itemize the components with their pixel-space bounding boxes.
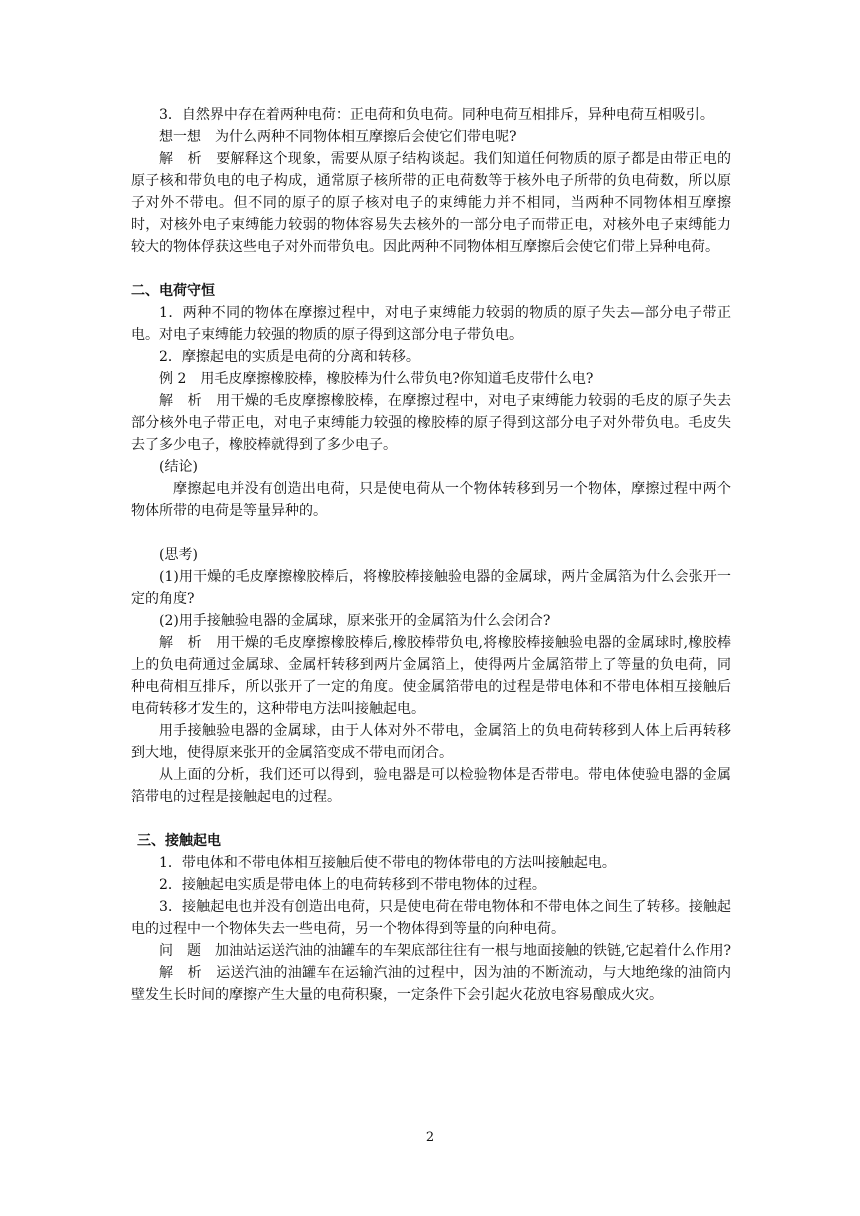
contact-item-2: 2．接触起电实质是带电体上的电荷转移到不带电物体的过程。 [159, 877, 546, 893]
think-paragraph [131, 126, 731, 148]
example-analysis-paragraph [131, 390, 731, 456]
example-label: 例 2 [159, 371, 187, 387]
conservation-item-1: 1．两种不同的物体在摩擦过程中，对电子束缚能力较弱的物质的原子失去—部分电子带正电。对电子束缚能力较强的物质的原子得到这部分电子带负电。 [131, 305, 731, 343]
question-2: (2)用手接触验电器的金属球，原来张开的金属箔为什么会闭合? [159, 613, 551, 629]
analysis-paragraph-2 [131, 632, 731, 720]
conclusion-label: (结论) [159, 459, 198, 475]
paragraph-charge-types: 3．自然界中存在着两种电荷：正电荷和负电荷。同种电荷互相排斥，异种电荷互相吸引。 [159, 107, 714, 123]
analysis-text: 要解释这个现象，需要从原子结构谈起。我们知道任何物质的原子都是由带正电的原子核和带负电的电子构成，通常原子核所带的正电荷数等于核外电子所带的负电荷数，所以原子对外不带电。但不同的原子的原子核对电子的束缚能力并不相同，当两种不同物体相互摩擦时，对核外电子束缚能力较弱的物体容易失去核外的一部分电子而带正电，对核外电子束缚能力较大的物体俘获这些电子对外而带负电。因此两种不同物体相互摩擦后会使它们带上异种电荷。 [131, 151, 732, 255]
question-label: 问 题 [159, 943, 201, 959]
section-heading-conservation: 二、电荷守恒 [131, 283, 215, 299]
contact-item-3: 3．接触起电也并没有创造出电荷，只是使电荷在带电物体和不带电体之间生了转移。接触起电的过程中一个物体失去一些电荷，另一个物体得到等量的向种电荷。 [131, 899, 731, 937]
question-text: 加油站运送汽油的油罐车的车架底部往往有一根与地面接触的铁链,它起着什么作用? [215, 943, 731, 959]
question-paragraph [131, 940, 731, 962]
analysis-text: 用干燥的毛皮摩擦橡胶棒，在摩擦过程中，对电子束缚能力较弱的毛皮的原子失去部分核外电子带正电，对电子束缚能力较强的橡胶棒的原子得到这部分电子对外带负电。毛皮失去了多少电子，橡胶棒就得到了多少电子。 [131, 393, 732, 453]
question-1: (1)用干燥的毛皮摩擦橡胶棒后，将橡胶棒接触验电器的金属球，两片金属箔为什么会张开一定的角度? [131, 569, 731, 607]
think-text: 为什么两种不同物体相互摩擦后会使它们带电呢? [215, 129, 517, 145]
contact-item-1: 1．带电体和不带电体相互接触后使不带电的物体带电的方法叫接触起电。 [159, 855, 616, 871]
example-paragraph [131, 368, 731, 390]
question-analysis-paragraph [131, 962, 731, 1006]
page-number: 2 [425, 1130, 435, 1145]
conservation-item-2: 2．摩擦起电的实质是电荷的分离和转移。 [159, 349, 420, 365]
paragraph-conclusion: 从上面的分析，我们还可以得到，验电器是可以检验物体是否带电。带电体使验电器的金属箔带电的过程是接触起电的过程。 [131, 767, 731, 805]
example-text: 用毛皮摩擦橡胶棒，橡胶棒为什么带负电?你知道毛皮带什么电? [200, 371, 594, 387]
section-heading-contact: 三、接触起电 [137, 833, 221, 849]
analysis-text: 运送汽油的油罐车在运输汽油的过程中，因为油的不断流动，与大地绝缘的油筒内壁发生长时间的摩擦产生大量的电荷积聚，一定条件下会引起火花放电容易酿成火灾。 [131, 965, 732, 1003]
conclusion-text: 摩擦起电并没有创造出电荷，只是使电荷从一个物体转移到另一个物体，摩擦过程中两个物体所带的电荷是等量异种的。 [131, 481, 731, 519]
paragraph-hand-contact: 用手接触验电器的金属球，由于人体对外不带电，金属箔上的负电荷转移到人体上后再转移到大地，使得原来张开的金属箔变成不带电而闭合。 [131, 723, 731, 761]
analysis-label: 解 析 [159, 635, 202, 651]
think-label: 想一想 [159, 129, 201, 145]
analysis-label: 解 析 [159, 151, 202, 167]
analysis-label: 解 析 [159, 393, 202, 409]
analysis-paragraph [131, 148, 731, 258]
document-body [131, 104, 731, 1006]
think-label-2: (思考) [159, 547, 198, 563]
analysis-text: 用干燥的毛皮摩擦橡胶棒后,橡胶棒带负电,将橡胶棒接触验电器的金属球时,橡胶棒上的负电荷通过金属球、金属杆转移到两片金属箔上，使得两片金属箔带上了等量的负电荷，同种电荷相互排斥，所以张开了一定的角度。使金属箔带电的过程是带电体和不带电体相互接触后电荷转移才发生的，这种带电方法叫接触起电。 [131, 635, 732, 717]
analysis-label: 解 析 [159, 965, 202, 981]
